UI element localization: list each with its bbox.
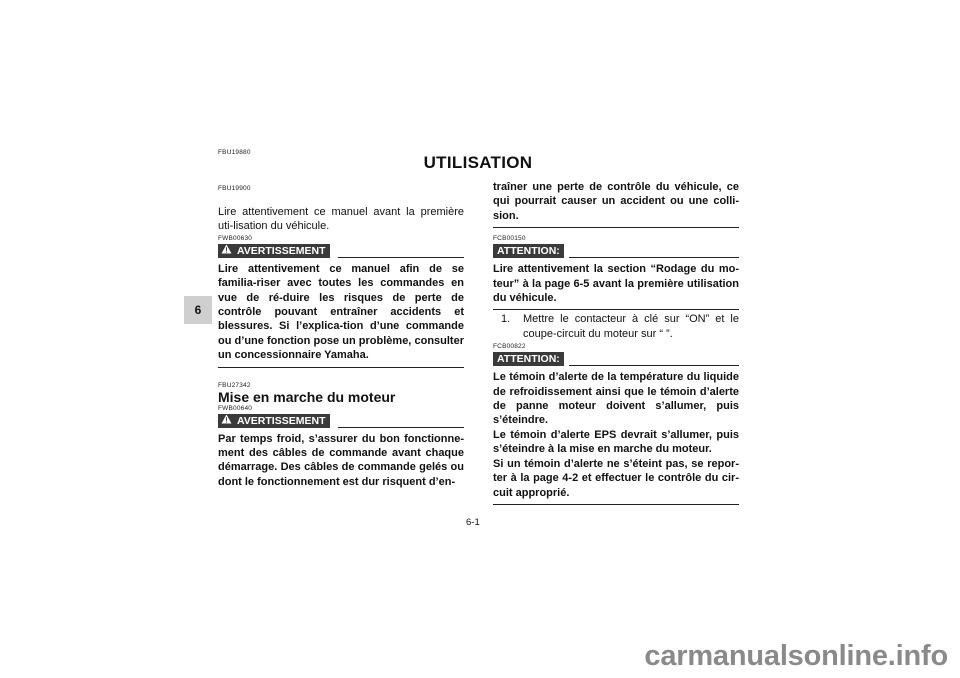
attention1-header bbox=[493, 244, 739, 258]
chapter-tab bbox=[184, 296, 212, 324]
header-code: FBU19880 bbox=[218, 149, 251, 156]
step-1-text: Mettre le contacteur à clé sur “ON” et le coupe-circuit du moteur sur “ ”. bbox=[523, 313, 739, 340]
warning2-header bbox=[218, 414, 464, 428]
warning2-label-box bbox=[218, 414, 330, 428]
warning2-label: AVERTISSEMENT bbox=[237, 414, 326, 427]
section-code: FBU27342 bbox=[218, 381, 251, 389]
attention1-label: ATTENTION: bbox=[493, 244, 564, 258]
warning1-code: FWB00630 bbox=[218, 234, 253, 242]
warning1-label-box bbox=[218, 244, 330, 258]
warning2-rule bbox=[338, 427, 464, 428]
warning2-code: FWB00640 bbox=[218, 404, 253, 412]
warning2-bottom-rule bbox=[493, 227, 739, 228]
attention2-text-2: Le témoin d’alerte EPS devrait s’allumer, puis s’éteindre à la mise en marche du moteur. bbox=[493, 428, 739, 456]
watermark[interactable]: carmanualsonline.info bbox=[644, 640, 948, 672]
warning-triangle-icon bbox=[221, 414, 232, 428]
right-column bbox=[493, 180, 739, 505]
attention2-label: ATTENTION: bbox=[493, 352, 564, 366]
chapter-tab-label: 6 bbox=[194, 303, 202, 317]
section-title: Mise en marche du moteur bbox=[218, 388, 396, 405]
warning2-continued: traîner une perte de contrôle du véhicule, ce qui pourrait causer un accident ou une colli-sion. bbox=[493, 181, 739, 222]
attention2-code: FCB00822 bbox=[493, 343, 526, 351]
attention1-rule bbox=[569, 257, 739, 258]
warning1-rule bbox=[338, 257, 464, 258]
warning1-text: Lire attentivement ce manuel afin de se familia-riser avec toutes les commandes en vue de ré-duire les risques de perte de contrôle pouvant entraîner accidents et blessures. Si l’explica-tion d’une commande ou d’une fonction pose un problème, consulter un concessionnaire Yamaha. bbox=[218, 262, 464, 362]
left-column bbox=[218, 185, 464, 489]
warning1-header bbox=[218, 244, 464, 258]
step-1-number: 1. bbox=[501, 313, 511, 326]
attention2-text-3: Si un témoin d’alerte ne s’éteint pas, se repor-ter à la page 4-2 et effectuer le contrôle du cir-cuit approprié. bbox=[493, 457, 739, 499]
intro-text: Lire attentivement ce manuel avant la première uti-lisation du véhicule. bbox=[218, 206, 464, 233]
page-number: 6-1 bbox=[466, 517, 480, 528]
attention1-code: FCB00150 bbox=[493, 235, 526, 243]
intro-code: FBU19900 bbox=[218, 185, 251, 192]
attention2-bottom-rule bbox=[493, 504, 739, 505]
warning-triangle-icon bbox=[221, 244, 232, 258]
attention2-rule bbox=[569, 365, 739, 366]
warning2-text: Par temps froid, s’assurer du bon fonctionne-ment des câbles de commande avant chaque démarrage. Des câbles de commande gelés ou dont le fonctionnement est dur risquent d’en- bbox=[218, 432, 464, 488]
attention1-bottom-rule bbox=[493, 309, 739, 310]
page-title: UTILISATION bbox=[423, 153, 533, 172]
warning1-label: AVERTISSEMENT bbox=[237, 244, 326, 257]
attention2-header bbox=[493, 352, 739, 366]
warning1-bottom-rule bbox=[218, 367, 464, 368]
attention2-text-1: Le témoin d’alerte de la température du liquide de refroidissement ainsi que le témoin d’alerte de panne moteur doivent s’allumer, puis s’éteindre. bbox=[493, 371, 739, 427]
step-1 bbox=[493, 312, 739, 341]
attention1-text: Lire attentivement la section “Rodage du mo-teur” à la page 6-5 avant la première utilisation du véhicule. bbox=[493, 263, 739, 305]
